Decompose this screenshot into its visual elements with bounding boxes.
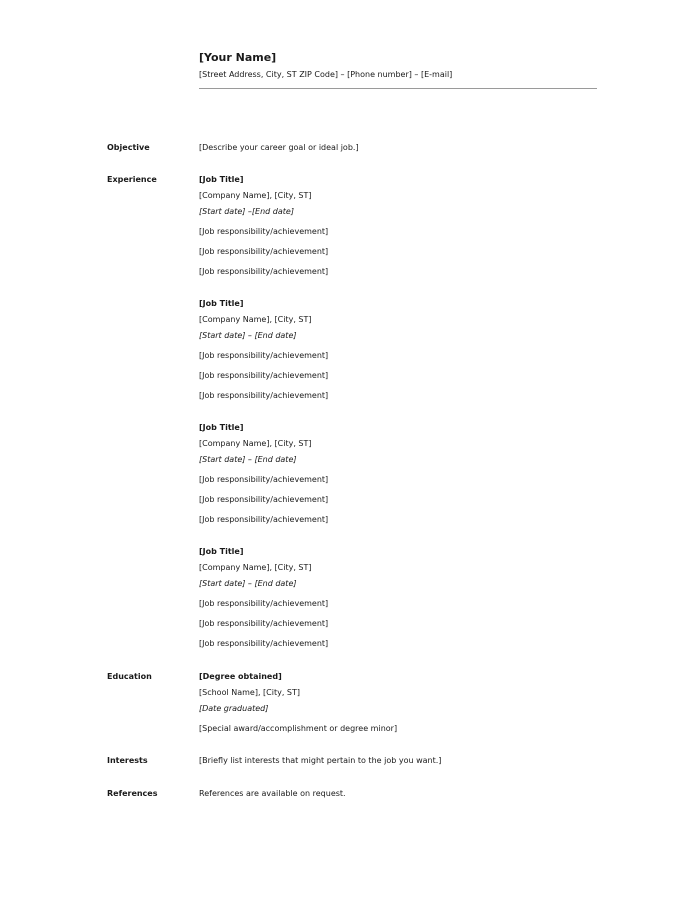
job-dates: [Start date] – [End date] [199,579,297,588]
job-responsibility: [Job responsibility/achievement] [199,619,329,628]
school-name: [School Name], [City, ST] [199,688,301,697]
job-title: [Job Title] [199,175,244,184]
job-responsibility: [Job responsibility/achievement] [199,227,329,236]
contact-line: [Street Address, City, ST ZIP Code] – [Phone number] – [E-mail] [199,70,453,79]
job-company: [Company Name], [City, ST] [199,563,312,572]
date-graduated: [Date graduated] [199,704,269,713]
job-responsibility: [Job responsibility/achievement] [199,475,329,484]
job-dates: [Start date] –[End date] [199,207,294,216]
job-responsibility: [Job responsibility/achievement] [199,247,329,256]
job-responsibility: [Job responsibility/achievement] [199,495,329,504]
header-divider [199,88,597,89]
interests-text: [Briefly list interests that might pertain to the job you want.] [199,756,442,765]
references-text: References are available on request. [199,789,346,798]
job-company: [Company Name], [City, ST] [199,191,312,200]
job-dates: [Start date] – [End date] [199,331,297,340]
job-responsibility: [Job responsibility/achievement] [199,371,329,380]
section-label-education: Education [107,672,152,681]
job-responsibility: [Job responsibility/achievement] [199,515,329,524]
section-label-references: References [107,789,158,798]
section-label-interests: Interests [107,756,148,765]
job-responsibility: [Job responsibility/achievement] [199,267,329,276]
section-label-experience: Experience [107,175,157,184]
education-award: [Special award/accomplishment or degree minor] [199,724,398,733]
job-responsibility: [Job responsibility/achievement] [199,391,329,400]
section-label-objective: Objective [107,143,150,152]
job-company: [Company Name], [City, ST] [199,439,312,448]
job-responsibility: [Job responsibility/achievement] [199,351,329,360]
job-dates: [Start date] – [End date] [199,455,297,464]
job-responsibility: [Job responsibility/achievement] [199,639,329,648]
job-title: [Job Title] [199,299,244,308]
job-company: [Company Name], [City, ST] [199,315,312,324]
job-title: [Job Title] [199,547,244,556]
resume-name: [Your Name] [199,51,277,64]
objective-text: [Describe your career goal or ideal job.] [199,143,359,152]
degree-obtained: [Degree obtained] [199,672,282,681]
job-title: [Job Title] [199,423,244,432]
job-responsibility: [Job responsibility/achievement] [199,599,329,608]
